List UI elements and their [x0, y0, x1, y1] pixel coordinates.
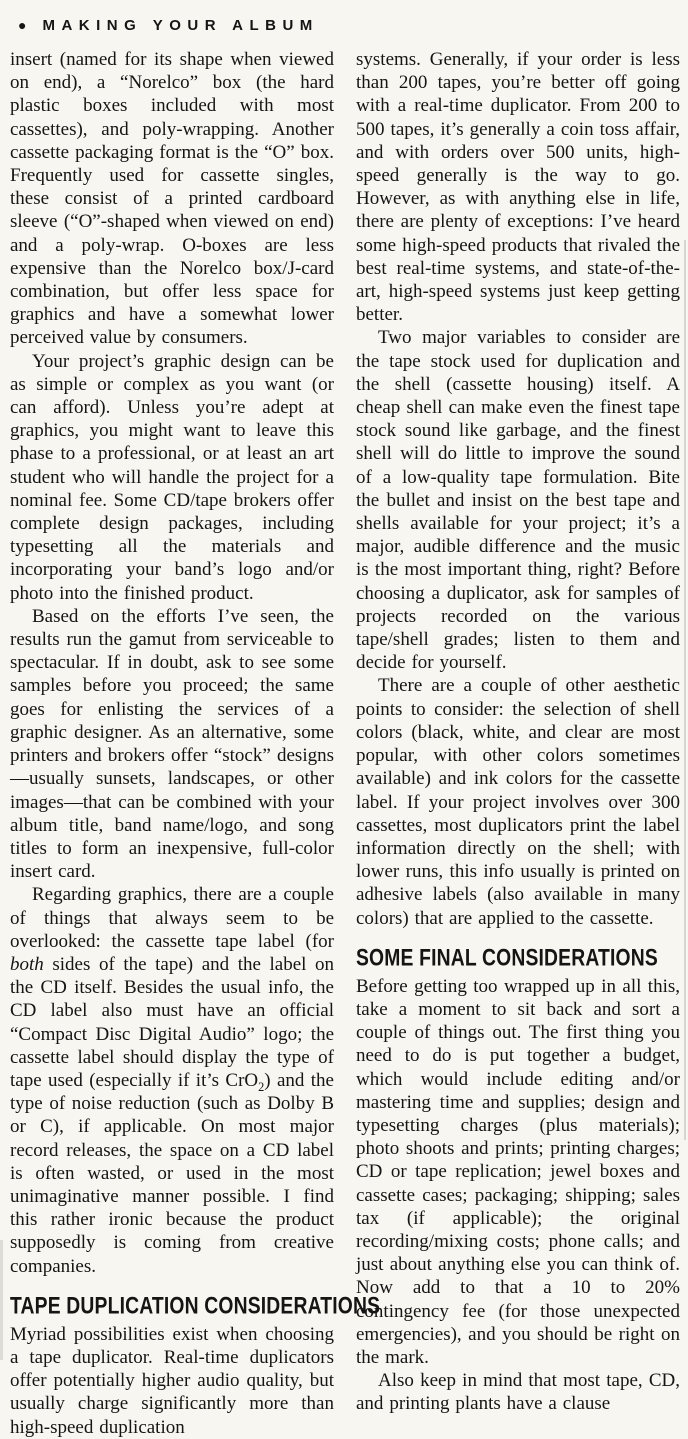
- scan-artifact-right: [684, 240, 686, 1140]
- article-column-left: [10, 48, 381, 1439]
- paragraph: Your project’s graphic design can be as simple or complex as you want (or can afford). Unless you’re adept at graphics, you might want to leave this phase to a professional, or at least an art student who will handle the project for a nominal fee. Some CD/tape brokers offer complete design packages, including typesetting all the materials and incorporating your band’s logo and/or photo into the finished product.: [10, 350, 334, 604]
- paragraph: insert (named for its shape when viewed on end), a “Norelco” box (the hard plastic boxes included with most cassettes), and poly-wrapping. Another cassette packaging format is the “O” box. Frequently used for cassette singles, these consist of a printed cardboard sleeve (“O”-shaped when viewed on end) and a poly-wrap. O-boxes are less expensive than the Norelco box/J-card combination, but offer less space for graphics and have a somewhat lower perceived value by consumers.: [10, 49, 334, 349]
- article-columns: [10, 48, 680, 1439]
- page-title: MAKING YOUR ALBUM: [42, 16, 319, 34]
- paragraph: Myriad possibilities exist when choosing a tape duplicator. Real-time duplicators offer potentially higher audio quality, but usually charge significantly more than high-speed duplication: [10, 1323, 334, 1438]
- paragraph: Based on the efforts I’ve seen, the results run the gamut from serviceable to spectacular. If in doubt, ask to see some samples before you proceed; the same goes for enlisting the services of a graphic designer. As an alternative, some printers and brokers offer “stock” designs—usually sunsets, landscapes, or other images—that can be combined with your album title, band name/logo, and song titles to form an inexpensive, full-color insert card.: [10, 605, 334, 883]
- paragraph: Two major variables to consider are the tape stock used for duplication and the shell (cassette housing) itself. A cheap shell can make even the finest tape stock sound like garbage, and the finest shell will do little to improve the sound of a low-quality tape formulation. Bite the bullet and insist on the best tape and shells available for your project; it’s a major, audible difference and the music is the most important thing, right? Before choosing a duplicator, ask for samples of projects recorded on the various tape/shell grades; listen to them and decide for yourself.: [356, 327, 680, 674]
- page-header: [10, 10, 680, 38]
- paragraph: systems. Generally, if your order is less than 200 tapes, you’re better off going with a real-time duplicator. From 200 to 500 tapes, it’s generally a coin toss affair, and with orders over 500 units, high-speed generally is the way to go. However, as with anything else in life, there are plenty of exceptions: I’ve heard some high-speed products that rivaled the best real-time systems, and state-of-the-art, high-speed systems just keep getting better.: [356, 49, 680, 326]
- paragraph: Regarding graphics, there are a couple of things that always seem to be overlooked: the cassette tape label (for both sides of the tape) and the label on the CD itself. Besides the usual info, the CD label also must have an official “Compact Disc Digital Audio” logo; the cassette label should display the type of tape used (especially if it’s CrO$_2$) and the type of noise reduction (such as Dolby B or C), if applicable. On most major record releases, the space on a CD label is often wasted, or used in the most unimaginative manner possible. I find this rather ironic because the product supposedly is coming from creative companies.: [10, 884, 334, 1277]
- scan-artifact-left: [0, 1240, 3, 1360]
- paragraph: Before getting too wrapped up in all this, take a moment to sit back and sort a couple of things out. The first thing you need to do is put together a budget, which would include editing and/or mastering time and supplies; design and typesetting charges (plus materials); photo shoots and prints; printing charges; CD or tape replication; jewel boxes and cassette cases; packaging; shipping; sales tax (if applicable); the original recording/mixing costs; phone calls; and just about anything else you can think of. Now add to that a 10 to 20% contingency fee (for those unexpected emergencies), and you should be right on the mark.: [356, 975, 680, 1368]
- paragraph: There are a couple of other aesthetic points to consider: the selection of shell colors (black, white, and clear are most popular, with other colors sometimes available) and ink colors for the cassette label. If your project involves over 300 cassettes, most duplicators print the label information directly on the shell; with lower runs, this info usually is printed on adhesive labels (also available in many colors) that are applied to the cassette.: [356, 675, 680, 929]
- paragraph: Also keep in mind that most tape, CD, and printing plants have a clause: [356, 1370, 680, 1415]
- article-column-right: [356, 48, 680, 1439]
- section-heading: TAPE DUPLICATION CONSIDERATIONS: [10, 1291, 381, 1319]
- section-heading: SOME FINAL CONSIDERATIONS: [356, 943, 658, 971]
- bullet-icon: ●: [18, 17, 27, 33]
